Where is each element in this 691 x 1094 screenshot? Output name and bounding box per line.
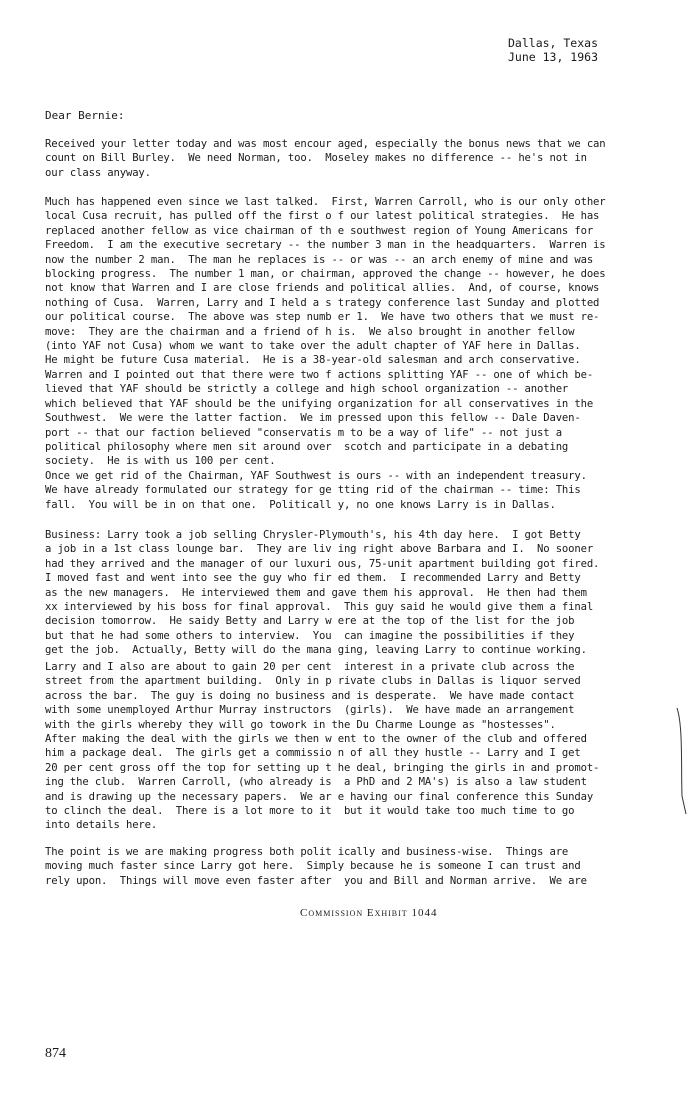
text-line: as the new managers. He interviewed them and gave them his approval. He then had them <box>45 586 587 599</box>
text-line: (into YAF not Cusa) whom we want to take over the adult chapter of YAF here in Dallas. <box>45 340 581 353</box>
text-line: Received your letter today and was most encour aged, especially the bonus news that we can <box>45 138 606 150</box>
margin-bracket-mark <box>675 706 687 818</box>
text-line: Once we get rid of the Chairman, YAF Southwest is ours -- with an independent treasury. <box>45 470 587 482</box>
text-line: Freedom. I am the executive secretary -- the number 3 man in the headquarters. Warren is <box>45 239 606 252</box>
letter-paragraph <box>45 528 665 658</box>
text-line: 20 per cent gross off the top for setting up t he deal, bringing the girls in and promot- <box>45 761 600 774</box>
text-line: move: They are the chairman and a friend of h is. We also brought in another fellow <box>45 325 575 338</box>
text-line: Warren and I pointed out that there were two f actions splitting YAF -- one of which be- <box>45 368 594 381</box>
text-line: xx interviewed by his boss for final approval. This guy said he would give them a final <box>45 601 594 614</box>
letter-paragraph <box>45 195 665 469</box>
page-number: 874 <box>45 1046 66 1061</box>
city-line: Dallas, Texas <box>508 36 599 50</box>
letter-paragraph <box>45 845 665 888</box>
text-line: which believed that YAF should be the unifying organization for all conservatives in the <box>45 397 594 410</box>
text-line: count on Bill Burley. We need Norman, too. Moseley makes no difference -- he's not in <box>45 152 587 165</box>
text-line: our class anyway. <box>45 166 151 179</box>
text-line: Southwest. We were the latter faction. We im pressed upon this fellow -- Dale Daven- <box>45 412 581 425</box>
text-line: him a package deal. The girls get a commissio n of all they hustle -- Larry and I get <box>45 747 581 760</box>
text-line: with the girls whereby they will go towork in the Du Charme Lounge as "hostesses". <box>45 718 556 731</box>
text-line: political philosophy where men sit around over scotch and participate in a debating <box>45 440 569 453</box>
text-line: local Cusa recruit, has pulled off the first o f our latest political strategies. He has <box>45 210 600 223</box>
text-line: moving much faster since Larry got here. Simply because he is someone I can trust and <box>45 860 581 873</box>
text-line: street from the apartment building. Only in p rivate clubs in Dallas is liquor served <box>45 675 581 688</box>
text-line: a job in a 1st class lounge bar. They are liv ing right above Barbara and I. No sooner <box>45 543 594 556</box>
text-line: not know that Warren and I are close friends and political allies. And, of course, knows <box>45 282 600 295</box>
text-line: port -- that our faction believed "conservatis m to be a way of life" -- not just a <box>45 426 562 439</box>
text-line: get the job. Actually, Betty will do the mana ging, leaving Larry to continue working. <box>45 644 587 657</box>
text-line: blocking progress. The number 1 man, or chairman, approved the change -- however, he does <box>45 268 606 281</box>
text-line: After making the deal with the girls we then w ent to the owner of the club and offered <box>45 733 587 746</box>
letter-paragraph <box>45 137 665 180</box>
text-line: replaced another fellow as vice chairman of th e southwest region of Young Americans for <box>45 224 594 237</box>
text-line: Much has happened even since we last talked. First, Warren Carroll, who is our only other <box>45 196 606 208</box>
text-line: fall. You will be in on that one. Politicall y, no one knows Larry is in Dallas. <box>45 498 556 511</box>
text-line: He might be future Cusa material. He is a 38-year-old salesman and arch conservative. <box>45 354 581 367</box>
text-line: decision tomorrow. He saidy Betty and Larry w ere at the top of the list for the job <box>45 615 575 628</box>
text-line: rely upon. Things will move even faster after you and Bill and Norman arrive. We are <box>45 874 587 887</box>
text-line: now the number 2 man. The man he replaces is -- or was -- an arch enemy of mine and was <box>45 253 594 266</box>
dateline <box>508 36 598 64</box>
text-line: to clinch the deal. There is a lot more to it but it would take too much time to go <box>45 805 575 818</box>
letter-paragraph <box>45 660 665 833</box>
text-line: Larry and I also are about to gain 20 per cent interest in a private club across the <box>45 661 575 673</box>
text-line: The point is we are making progress both polit ically and business-wise. Things are <box>45 846 569 858</box>
text-line: Business: Larry took a job selling Chrysler-Plymouth's, his 4th day here. I got Betty <box>45 529 581 541</box>
text-line: with some unemployed Arthur Murray instructors (girls). We have made an arrangement <box>45 704 575 717</box>
text-line: had they arrived and the manager of our luxuri ous, 75-unit apartment building got fired. <box>45 557 600 570</box>
text-line: We have already formulated our strategy for ge tting rid of the chairman -- time: This <box>45 484 581 497</box>
date-line: June 13, 1963 <box>508 50 599 64</box>
letter-paragraph <box>45 469 665 512</box>
text-line: society. He is with us 100 per cent. <box>45 455 276 468</box>
exhibit-label: Commission Exhibit 1044 <box>300 907 438 919</box>
text-line: but that he had some others to interview. You can imagine the possibilities if they <box>45 629 575 642</box>
text-line: ing the club. Warren Carroll, (who already is a PhD and 2 MA's) is also a law student <box>45 776 587 789</box>
text-line: across the bar. The guy is doing no business and is desperate. We have made contact <box>45 689 575 702</box>
salutation: Dear Bernie: <box>45 109 125 122</box>
text-line: into details here. <box>45 819 158 832</box>
text-line: lieved that YAF should be strictly a college and high school organization -- another <box>45 383 569 396</box>
text-line: and is drawing up the necessary papers. We ar e having our final conference this Sunday <box>45 790 594 803</box>
text-line: nothing of Cusa. Warren, Larry and I held a s trategy conference last Sunday and plotted <box>45 296 600 309</box>
text-line: I moved fast and went into see the guy who fir ed them. I recommended Larry and Betty <box>45 572 581 585</box>
text-line: our political course. The above was step numb er 1. We have two others that we must re- <box>45 311 600 324</box>
